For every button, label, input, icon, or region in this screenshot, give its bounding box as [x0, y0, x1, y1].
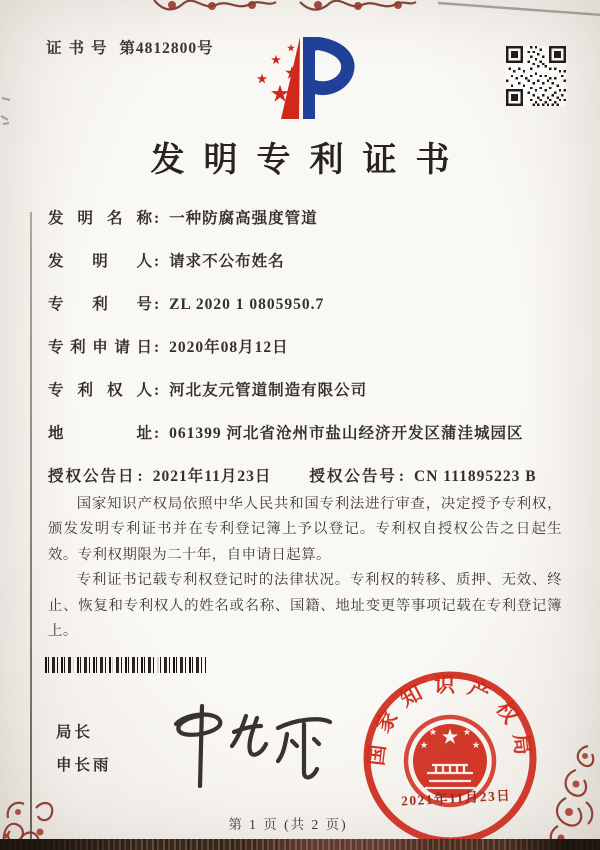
photo-edge-line: [438, 0, 600, 20]
field-value: ZL 2020 1 0805950.7: [169, 296, 325, 313]
handwritten-signature-icon: [158, 698, 333, 790]
field-row-grant: [48, 464, 570, 484]
field-separator: :: [154, 210, 160, 227]
field-row-patent-number: [48, 292, 570, 312]
field-row-filing-date: [48, 335, 570, 355]
field-label: 专利权人: [48, 382, 152, 399]
certificate-title: 发明专利证书: [150, 142, 469, 179]
grant-date-value: 2021年11月23日: [152, 468, 272, 485]
field-value: 2020年08月12日: [169, 339, 289, 356]
field-separator: :: [398, 468, 405, 485]
field-value: 河北友元管道制造有限公司: [169, 382, 368, 399]
field-row-inventor: [48, 249, 570, 269]
field-value: 061399 河北省沧州市盐山经济开发区蒲洼城园区: [169, 425, 524, 442]
fields-section: [48, 206, 570, 507]
field-separator: :: [154, 382, 160, 399]
signer-block: [56, 720, 112, 775]
grant-number-group: [309, 464, 536, 486]
page-footer: 第 1 页 (共 2 页): [228, 817, 348, 832]
margin-smudge-marks: [0, 94, 18, 128]
grant-number-value: CN 111895223 B: [414, 468, 537, 485]
official-seal-icon: [356, 666, 546, 850]
field-row-patentee: [48, 378, 570, 398]
field-label: 专利号: [48, 296, 152, 313]
field-separator: :: [154, 425, 160, 442]
certificate-number-label: 证书号: [46, 40, 114, 57]
certificate-number: [46, 36, 214, 58]
certificate-number-value: 第4812800号: [119, 40, 214, 57]
grant-date-label: 授权公告日: [48, 468, 136, 485]
field-separator: :: [154, 339, 160, 356]
field-label: 发明名称: [48, 210, 152, 227]
legal-paragraph-2: 专利证书记载专利权登记时的法律状况。专利权的转移、质押、无效、终止、恢复和专利权人的姓名或名称、国籍、地址变更等事项记载在专利登记簿上。: [48, 572, 562, 640]
paper-fold-line: [30, 212, 32, 848]
field-row-address: [48, 421, 570, 441]
bottom-right-ornament-icon: [536, 742, 598, 850]
qr-code-icon: [506, 46, 566, 106]
field-value: 一种防腐高强度管道: [169, 210, 318, 227]
top-border-ornament-icon: [150, 0, 420, 16]
field-label: 地址: [48, 425, 152, 442]
signer-title: 局长: [56, 724, 94, 741]
seal-date-stamp: 2021年11月23日: [400, 787, 512, 809]
legal-text-section: [48, 492, 562, 644]
field-separator: :: [154, 296, 160, 313]
field-value: 请求不公布姓名: [169, 253, 285, 270]
barcode-icon: [45, 657, 206, 673]
field-row-invention-name: [48, 206, 570, 226]
signer-name: 申长雨: [56, 757, 112, 774]
field-label: 发明人: [48, 253, 152, 270]
cnipa-logo-icon: [243, 33, 359, 123]
field-separator: :: [137, 468, 143, 485]
field-label: 专利申请日: [48, 339, 152, 356]
grant-number-label: 授权公告号: [309, 468, 397, 485]
photo-bottom-edge: [0, 839, 600, 850]
legal-paragraph-1: 国家知识产权局依照中华人民共和国专利法进行审查，决定授予专利权，颁发发明专利证书并在专利登记簿上予以登记。专利权自授权公告之日起生效。专利权期限为二十年，自申请日起算。: [48, 496, 562, 563]
field-separator: :: [154, 253, 160, 270]
seal-ring-text: 国家知识产权局: [363, 673, 537, 768]
